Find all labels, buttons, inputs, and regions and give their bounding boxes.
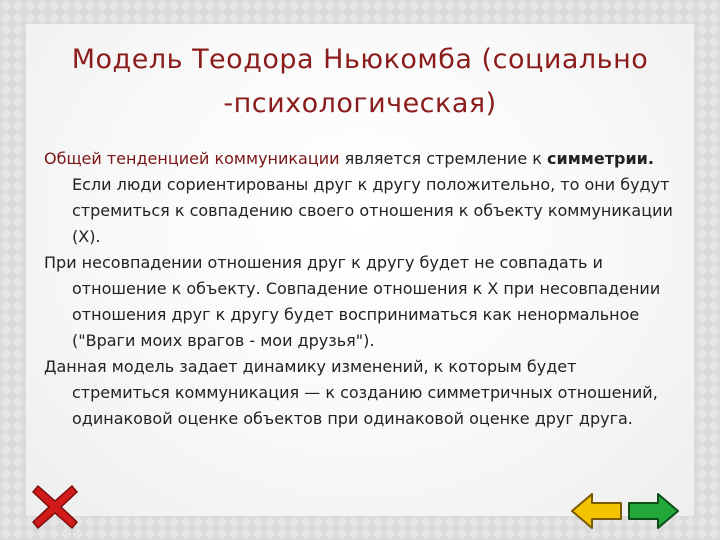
arrow-left-icon[interactable] [570, 492, 624, 530]
slide-body [44, 146, 674, 432]
paragraph-1-accent: Общей тенденцией коммуникации [44, 149, 340, 168]
slide-title [30, 38, 690, 126]
arrow-right-icon[interactable] [626, 492, 680, 530]
paragraph-1-text-a: является стремление к [339, 149, 548, 168]
paragraph-3: Данная модель задает динамику изменений, к которым будет стремиться коммуникация — к созданию симметричных отношений, одинаковой оценке объектов при одинаковой оценке друг друга. [44, 357, 658, 428]
close-x-icon[interactable] [30, 482, 80, 532]
title-line-1: Модель Теодора Ньюкомба (социально [71, 44, 649, 75]
paragraph-2: При несовпадении отношения друг к другу будет не совпадать и отношение к объекту. Совпадение отношения к X при несовпадении отношения друг к другу будет восприниматься как ненормальное ("Враги моих врагов - мои друзья"). [44, 253, 661, 350]
paragraph-1-text-b: Если люди сориентированы друг к другу положительно, то они будут стремиться к совпадению своего отношения к объекту коммуникации (X). [72, 175, 673, 246]
title-line-2: -психологическая) [223, 88, 497, 119]
paragraph-1-bold: симметрии. [547, 149, 654, 168]
paragraph-1 [44, 146, 674, 250]
